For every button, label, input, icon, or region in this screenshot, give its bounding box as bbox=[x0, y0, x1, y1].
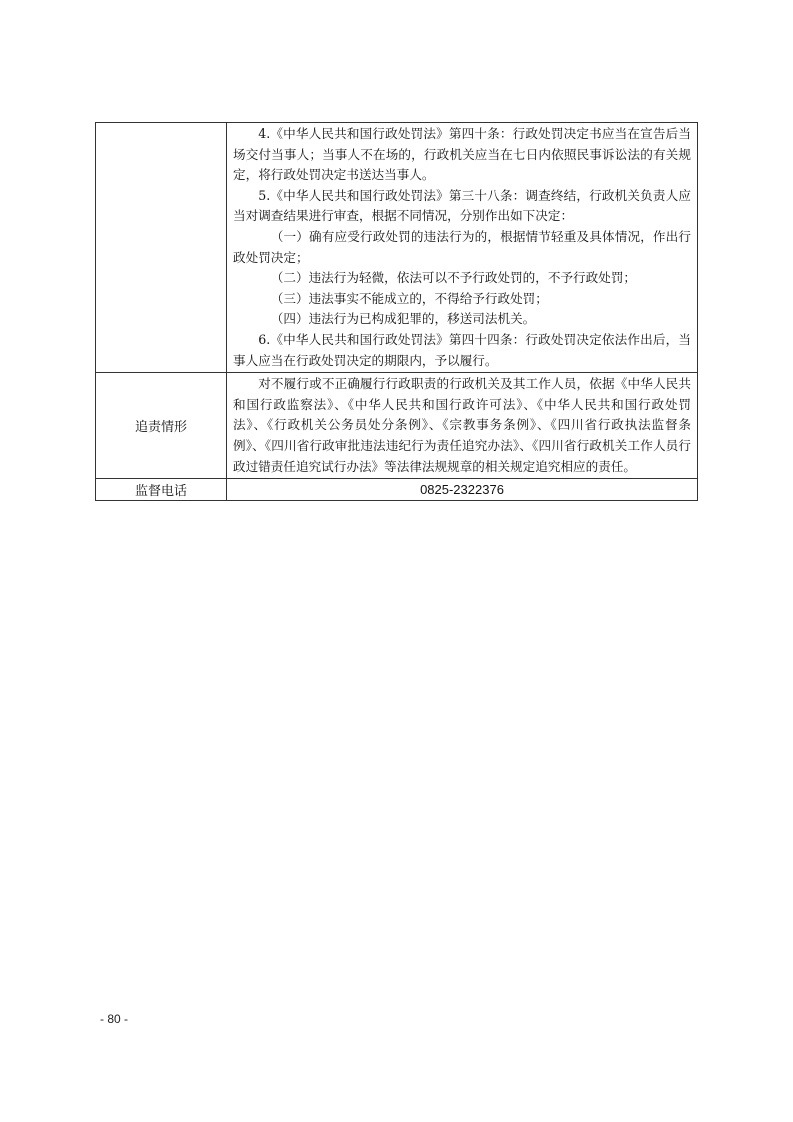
basis-paragraph-4: 4.《中华人民共和国行政处罚法》第四十条：行政处罚决定书应当在宣告后当场交付当事人；当事人不在场的，行政机关应当在七日内依照民事诉讼法的有关规定，将行政处罚决定书送达当事人。 bbox=[233, 126, 691, 183]
table-row bbox=[96, 123, 698, 373]
basis-item-2: （二）违法行为轻微，依法可以不予行政处罚的，不予行政处罚； bbox=[270, 270, 637, 286]
basis-paragraph-6: 6.《中华人民共和国行政处罚法》第四十四条：行政处罚决定依法作出后，当事人应当在行政处罚决定的期限内，予以履行。 bbox=[233, 331, 691, 368]
page-number: - 80 - bbox=[100, 1012, 129, 1026]
accountability-label: 追责情形 bbox=[96, 373, 227, 479]
legal-basis-content-cell bbox=[227, 123, 698, 373]
accountability-text: 对不履行或不正确履行行政职责的行政机关及其工作人员，依据《中华人民共和国行政监察法》、《中华人民共和国行政许可法》、《中华人民共和国行政处罚法》、《行政机关公务员处分条例》、《宗教事务条例》、《四川省行政执法监督条例》、《四川省行政审批违法违纪行为责任追究办法》、《四川省行政机关工作人员行政过错责任追究试行办法》等法律法规规章的相关规定追究相应的责任。 bbox=[233, 376, 691, 474]
table-row bbox=[96, 373, 698, 479]
basis-paragraph-5: 5.《中华人民共和国行政处罚法》第三十八条：调查终结，行政机关负责人应当对调查结果进行审查，根据不同情况，分别作出如下决定： bbox=[233, 187, 691, 224]
basis-item-1: （一）确有应受行政处罚的违法行为的，根据情节轻重及具体情况，作出行政处罚决定； bbox=[233, 228, 691, 265]
supervision-label: 监督电话 bbox=[96, 479, 227, 501]
table-row bbox=[96, 479, 698, 501]
legal-basis-label-cell bbox=[96, 123, 227, 373]
basis-item-3: （三）违法事实不能成立的，不得给予行政处罚； bbox=[270, 290, 548, 306]
basis-item-4: （四）违法行为已构成犯罪的，移送司法机关。 bbox=[270, 311, 536, 327]
supervision-phone: 0825-2322376 bbox=[227, 479, 698, 501]
document-table bbox=[95, 122, 698, 501]
accountability-content-cell bbox=[227, 373, 698, 479]
